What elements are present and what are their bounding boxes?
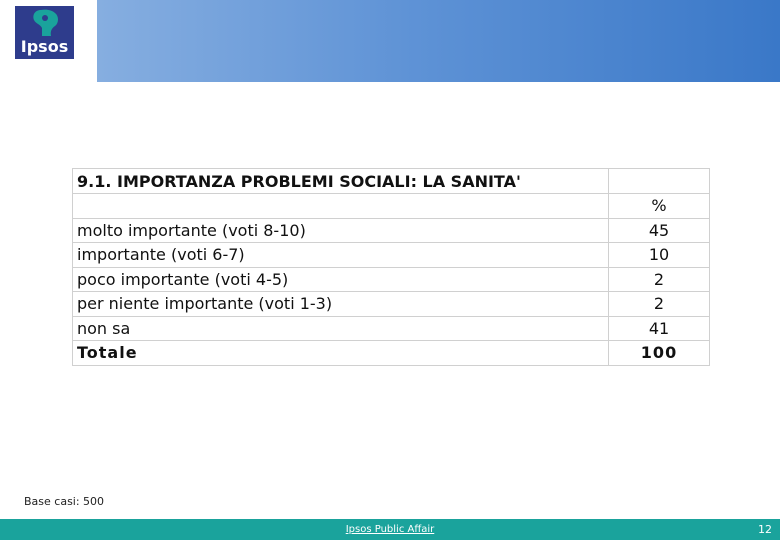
header-gradient <box>97 0 780 82</box>
header-empty-cell <box>73 194 609 219</box>
row-value: 45 <box>609 218 710 243</box>
logo-area <box>0 0 92 82</box>
table-title: 9.1. IMPORTANZA PROBLEMI SOCIALI: LA SANITA' <box>73 169 609 194</box>
row-value: 2 <box>609 292 710 317</box>
row-value: 2 <box>609 267 710 292</box>
footer-bar <box>0 519 780 540</box>
row-label: per niente importante (voti 1-3) <box>73 292 609 317</box>
table-title-row <box>73 169 710 194</box>
table-header-row <box>73 194 710 219</box>
percent-header: % <box>609 194 710 219</box>
total-label: Totale <box>73 341 609 366</box>
row-label: non sa <box>73 316 609 341</box>
page-number: 12 <box>758 523 772 536</box>
table-title-empty-cell <box>609 169 710 194</box>
logo-text: Ipsos <box>20 37 69 56</box>
total-value: 100 <box>609 341 710 366</box>
table-row <box>73 292 710 317</box>
footer-link[interactable]: Ipsos Public Affair <box>345 524 435 535</box>
total-row <box>73 341 710 366</box>
row-value: 10 <box>609 243 710 268</box>
row-label: poco importante (voti 4-5) <box>73 267 609 292</box>
table-row <box>73 218 710 243</box>
table-row <box>73 267 710 292</box>
row-label: importante (voti 6-7) <box>73 243 609 268</box>
row-label: molto importante (voti 8-10) <box>73 218 609 243</box>
base-note: Base casi: 500 <box>24 495 105 508</box>
results-table <box>72 168 710 366</box>
table-row <box>73 243 710 268</box>
header-bar <box>0 0 780 82</box>
table-row <box>73 316 710 341</box>
row-value: 41 <box>609 316 710 341</box>
